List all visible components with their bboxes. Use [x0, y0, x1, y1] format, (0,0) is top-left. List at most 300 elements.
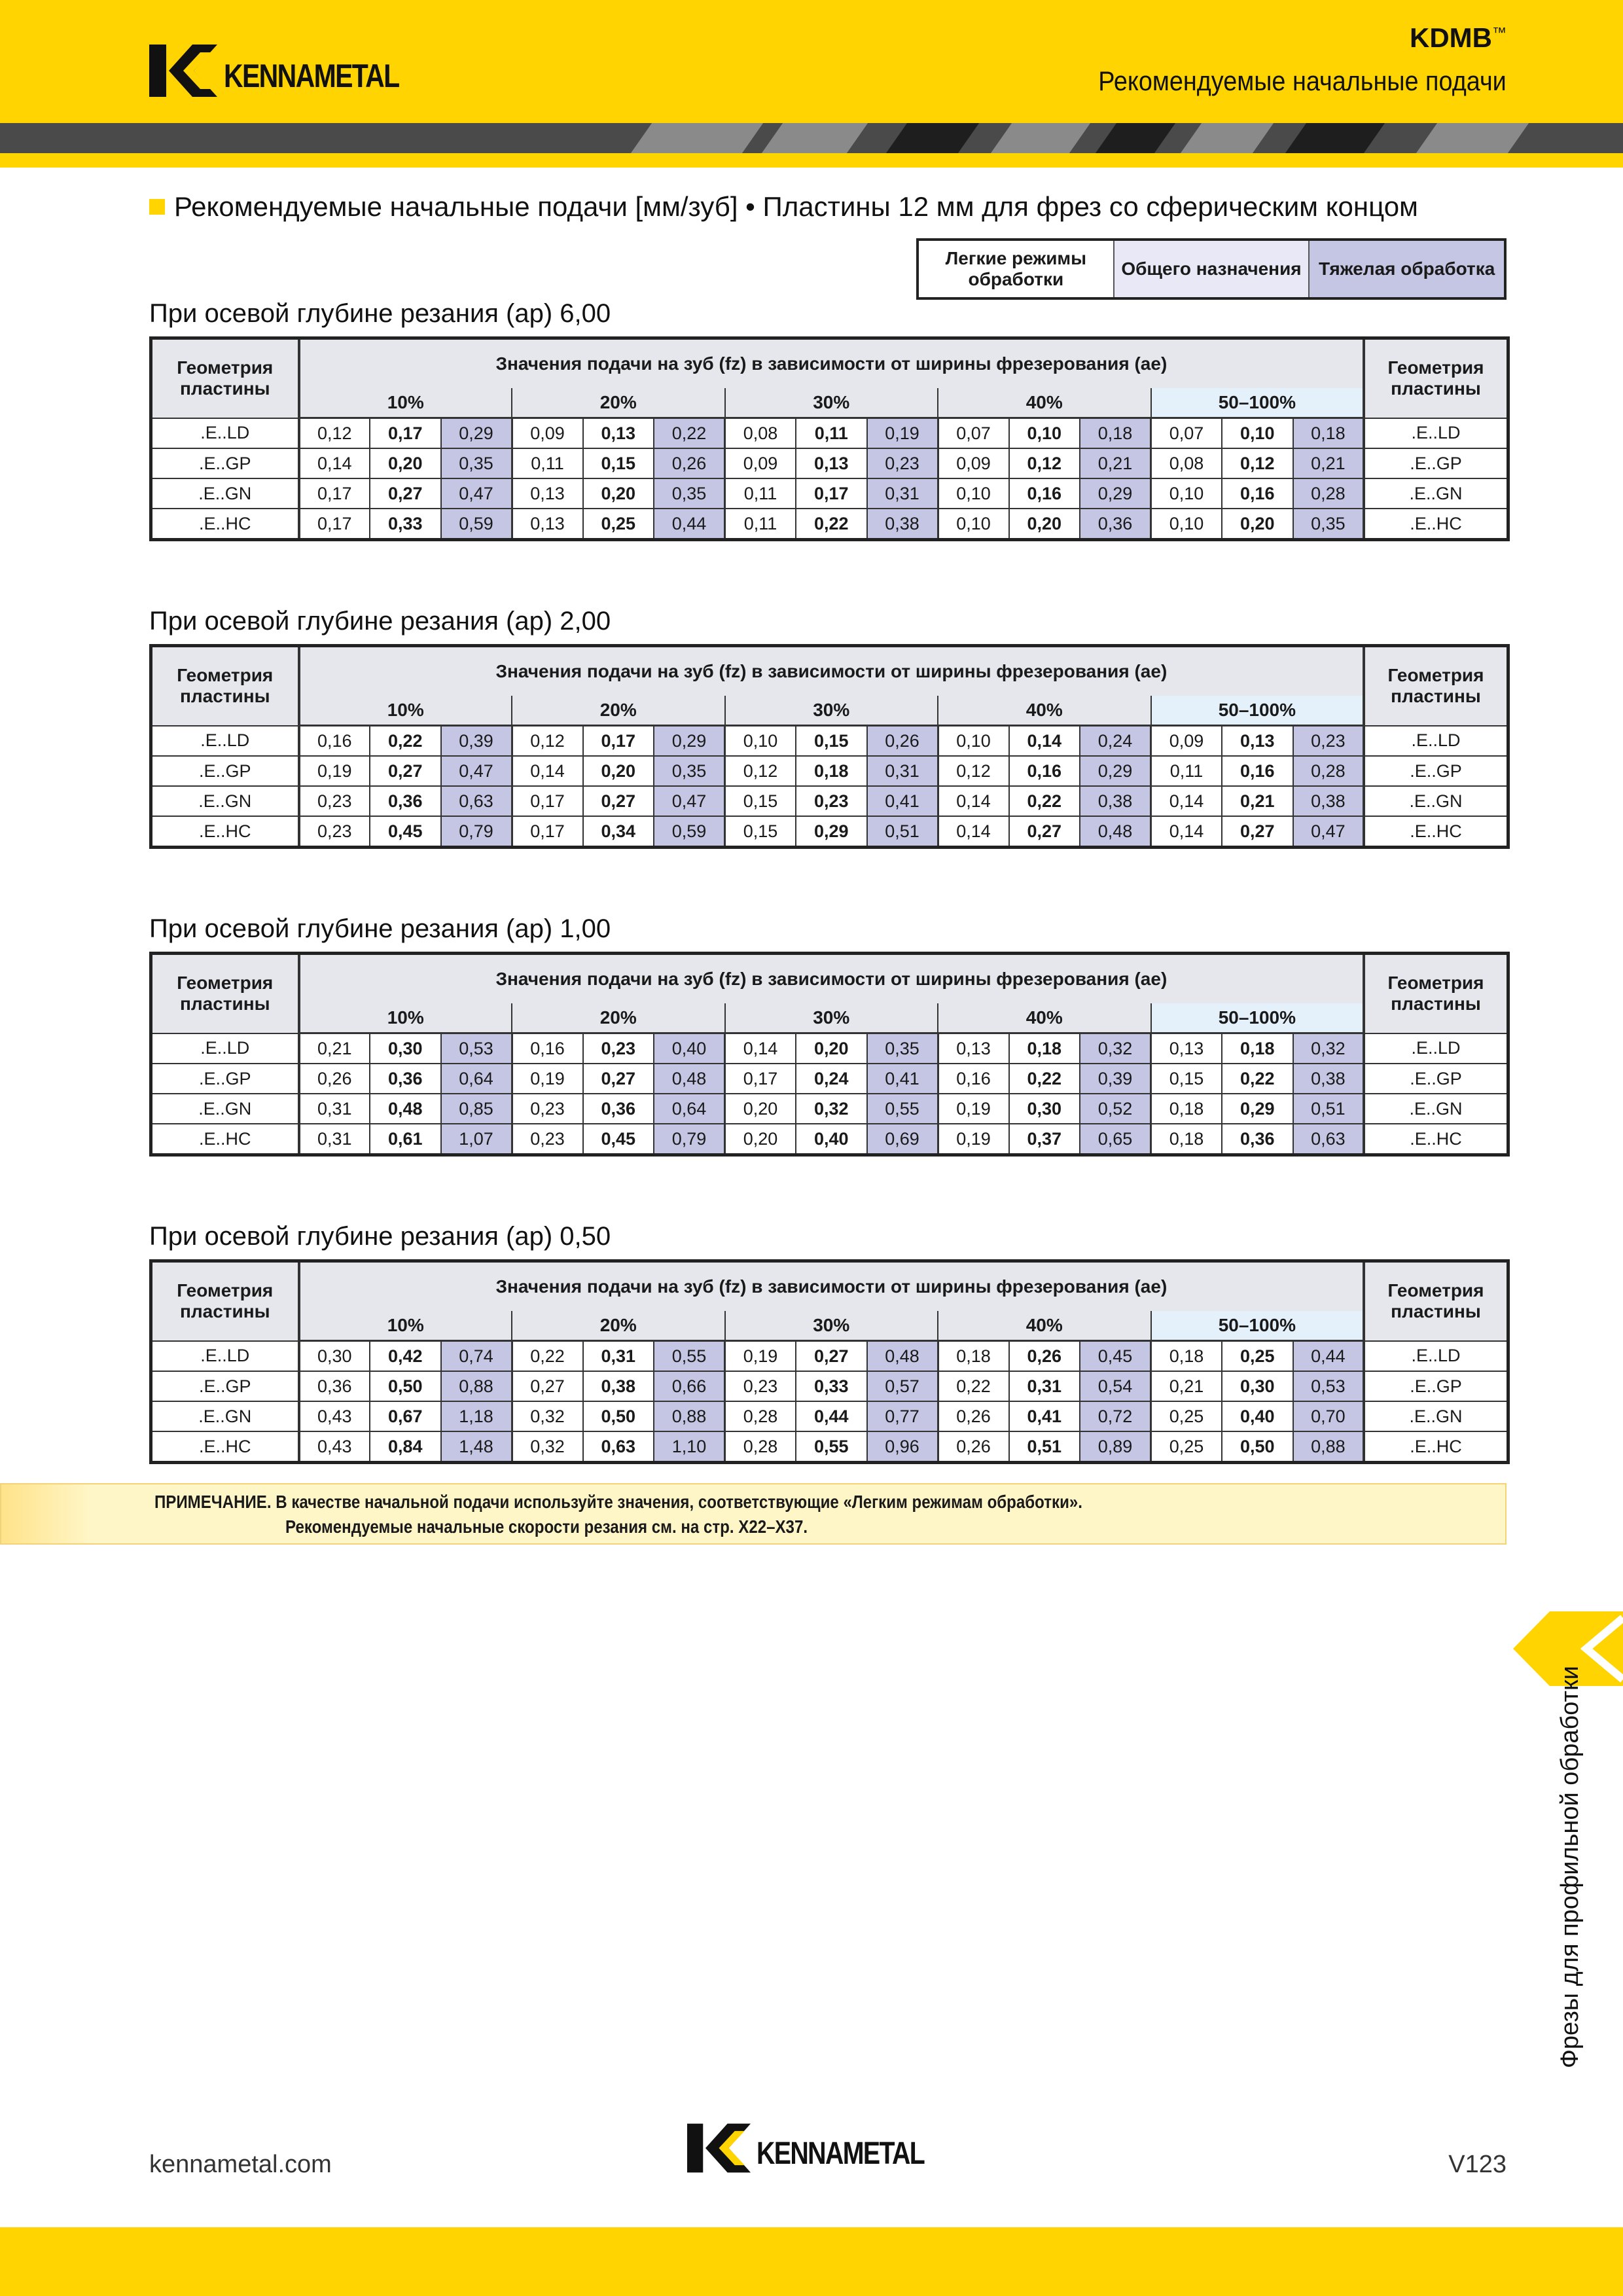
table-row [151, 509, 1508, 540]
feed-light: 0,23 [725, 1371, 796, 1401]
feed-general: 0,29 [1222, 1094, 1293, 1124]
feed-light: 0,10 [1151, 478, 1222, 509]
feed-light: 0,23 [299, 786, 370, 816]
table-row [151, 1341, 1508, 1372]
feed-general: 0,50 [370, 1371, 441, 1401]
feed-heavy: 1,18 [441, 1401, 512, 1431]
feed-general: 0,20 [583, 756, 654, 786]
geometry-cell-right: .E..LD [1364, 1341, 1508, 1372]
geometry-cell: .E..HC [151, 816, 299, 848]
feed-light: 0,10 [938, 726, 1009, 757]
feed-light: 0,28 [725, 1431, 796, 1463]
feed-heavy: 0,28 [1293, 478, 1364, 509]
feed-table [149, 644, 1510, 849]
feed-heavy: 0,38 [1293, 1064, 1364, 1094]
table-row [151, 726, 1508, 757]
trademark-mark: ™ [1492, 24, 1507, 41]
feed-heavy: 0,32 [1080, 1033, 1151, 1064]
feed-light: 0,30 [299, 1341, 370, 1372]
feed-heavy: 0,18 [1080, 418, 1151, 449]
feed-light: 0,14 [1151, 816, 1222, 848]
feed-light: 0,23 [512, 1094, 583, 1124]
geometry-cell: .E..LD [151, 1341, 299, 1372]
feed-heavy: 0,29 [654, 726, 725, 757]
feed-general: 0,25 [1222, 1341, 1293, 1372]
page-number: V123 [1448, 2151, 1507, 2178]
feed-heavy: 0,96 [867, 1431, 938, 1463]
geometry-cell: .E..GN [151, 1094, 299, 1124]
feed-light: 0,23 [512, 1124, 583, 1155]
feed-light: 0,13 [938, 1033, 1009, 1064]
feed-light: 0,17 [512, 786, 583, 816]
page-subtitle: Рекомендуемые начальные подачи [1098, 65, 1507, 96]
feed-heavy: 0,47 [654, 786, 725, 816]
table-row [151, 1094, 1508, 1124]
feed-heavy: 0,35 [654, 478, 725, 509]
feed-light: 0,43 [299, 1431, 370, 1463]
feed-general: 0,50 [1222, 1431, 1293, 1463]
feed-general: 0,33 [796, 1371, 867, 1401]
feed-light: 0,17 [512, 816, 583, 848]
legend-heavy: Тяжелая обработка [1308, 241, 1504, 297]
feed-heavy: 0,29 [1080, 478, 1151, 509]
feed-light: 0,43 [299, 1401, 370, 1431]
feed-heavy: 0,22 [654, 418, 725, 449]
feed-heavy: 0,35 [867, 1033, 938, 1064]
table-row [151, 786, 1508, 816]
feed-light: 0,07 [938, 418, 1009, 449]
geometry-cell-right: .E..LD [1364, 1033, 1508, 1064]
feed-general: 0,13 [583, 418, 654, 449]
feed-general: 0,22 [1222, 1064, 1293, 1094]
feed-general: 0,13 [1222, 726, 1293, 757]
geometry-cell-right: .E..GP [1364, 1064, 1508, 1094]
kennametal-k-icon [687, 2123, 760, 2173]
width-header: 50–100% [1151, 388, 1364, 418]
feed-light: 0,16 [299, 726, 370, 757]
table-row [151, 1371, 1508, 1401]
feed-light: 0,19 [938, 1124, 1009, 1155]
feed-heavy: 0,23 [867, 448, 938, 478]
feed-heavy: 0,41 [867, 786, 938, 816]
feed-light: 0,20 [725, 1124, 796, 1155]
feed-general: 0,34 [583, 816, 654, 848]
feed-light: 0,14 [1151, 786, 1222, 816]
geometry-cell: .E..GN [151, 1401, 299, 1431]
feed-light: 0,14 [938, 816, 1009, 848]
feed-header: Значения подачи на зуб (fz) в зависимости от ширины фрезерования (ae) [299, 954, 1364, 1004]
feed-heavy: 0,63 [1293, 1124, 1364, 1155]
feed-general: 0,27 [796, 1341, 867, 1372]
feed-heavy: 0,69 [867, 1124, 938, 1155]
feed-general: 0,51 [1009, 1431, 1080, 1463]
feed-general: 0,61 [370, 1124, 441, 1155]
note-line-2: Рекомендуемые начальные скорости резания см. на стр. X22–X37. [285, 1516, 808, 1537]
feed-general: 0,16 [1222, 478, 1293, 509]
feed-heavy: 0,55 [654, 1341, 725, 1372]
feed-general: 0,33 [370, 509, 441, 540]
feed-heavy: 0,48 [867, 1341, 938, 1372]
feed-light: 0,09 [725, 448, 796, 478]
feed-light: 0,28 [725, 1401, 796, 1431]
table-row [151, 418, 1508, 449]
feed-light: 0,26 [938, 1431, 1009, 1463]
feed-general: 0,18 [796, 756, 867, 786]
feed-heavy: 0,26 [867, 726, 938, 757]
feed-table [149, 1259, 1510, 1464]
feed-heavy: 0,45 [1080, 1341, 1151, 1372]
feed-light: 0,14 [725, 1033, 796, 1064]
feed-heavy: 0,52 [1080, 1094, 1151, 1124]
feed-heavy: 0,28 [1293, 756, 1364, 786]
width-header: 20% [512, 1311, 725, 1341]
table-row [151, 756, 1508, 786]
feed-light: 0,18 [938, 1341, 1009, 1372]
feed-general: 0,29 [796, 816, 867, 848]
width-header: 50–100% [1151, 696, 1364, 726]
feed-heavy: 0,35 [654, 756, 725, 786]
feed-light: 0,13 [1151, 1033, 1222, 1064]
feed-heavy: 0,57 [867, 1371, 938, 1401]
table-title: При осевой глубине резания (ap) 1,00 [149, 914, 611, 943]
feed-general: 0,30 [370, 1033, 441, 1064]
side-section-label: Фрезы для профильной обработки [1556, 1666, 1584, 2068]
footer-brand-name: KENNAMETAL [757, 2136, 925, 2171]
feed-heavy: 0,29 [1080, 756, 1151, 786]
feed-table-block [149, 912, 1507, 1157]
table-title: При осевой глубине резания (ap) 0,50 [149, 1222, 611, 1251]
feed-heavy: 0,66 [654, 1371, 725, 1401]
feed-general: 0,15 [583, 448, 654, 478]
feed-heavy: 0,38 [1080, 786, 1151, 816]
feed-heavy: 0,79 [441, 816, 512, 848]
feed-general: 0,37 [1009, 1124, 1080, 1155]
feed-heavy: 0,53 [441, 1033, 512, 1064]
feed-general: 0,26 [1009, 1341, 1080, 1372]
feed-heavy: 0,38 [867, 509, 938, 540]
feed-light: 0,10 [938, 478, 1009, 509]
width-header: 10% [299, 1311, 512, 1341]
geometry-cell-right: .E..HC [1364, 509, 1508, 540]
geometry-cell-right: .E..GP [1364, 756, 1508, 786]
feed-heavy: 0,53 [1293, 1371, 1364, 1401]
note-line-1: ПРИМЕЧАНИЕ. В качестве начальной подачи используйте значения, соответствующие «Легким режимам обработки». [154, 1492, 1082, 1512]
feed-light: 0,09 [938, 448, 1009, 478]
kennametal-logo [149, 45, 437, 97]
table-title: При осевой глубине резания (ap) 2,00 [149, 607, 611, 636]
feed-light: 0,11 [1151, 756, 1222, 786]
feed-general: 0,11 [796, 418, 867, 449]
feed-heavy: 0,21 [1293, 448, 1364, 478]
feed-general: 0,16 [1009, 478, 1080, 509]
feed-heavy: 0,44 [654, 509, 725, 540]
feed-light: 0,18 [1151, 1341, 1222, 1372]
feed-general: 0,14 [1009, 726, 1080, 757]
geometry-header-right: Геометрия пластины [1364, 338, 1508, 418]
geometry-cell-right: .E..GN [1364, 478, 1508, 509]
feed-light: 0,08 [725, 418, 796, 449]
feed-heavy: 0,48 [1080, 816, 1151, 848]
feed-general: 0,31 [583, 1341, 654, 1372]
geometry-cell: .E..HC [151, 509, 299, 540]
feed-general: 0,27 [1222, 816, 1293, 848]
feed-general: 0,17 [796, 478, 867, 509]
geometry-header: Геометрия пластины [151, 646, 299, 726]
feed-light: 0,09 [1151, 726, 1222, 757]
feed-light: 0,32 [512, 1401, 583, 1431]
feed-heavy: 0,51 [867, 816, 938, 848]
feed-general: 0,23 [796, 786, 867, 816]
geometry-cell: .E..LD [151, 1033, 299, 1064]
feed-light: 0,14 [299, 448, 370, 478]
width-header: 20% [512, 388, 725, 418]
feed-general: 0,15 [796, 726, 867, 757]
geometry-cell-right: .E..HC [1364, 816, 1508, 848]
feed-heavy: 0,65 [1080, 1124, 1151, 1155]
feed-general: 0,40 [796, 1124, 867, 1155]
feed-general: 0,30 [1222, 1371, 1293, 1401]
feed-heavy: 0,31 [867, 478, 938, 509]
feed-light: 0,32 [512, 1431, 583, 1463]
feed-light: 0,15 [725, 786, 796, 816]
width-header: 40% [938, 1003, 1151, 1033]
feed-heavy: 0,39 [1080, 1064, 1151, 1094]
feed-heavy: 0,44 [1293, 1341, 1364, 1372]
feed-light: 0,13 [512, 509, 583, 540]
feed-general: 0,10 [1009, 418, 1080, 449]
feed-general: 0,27 [583, 1064, 654, 1094]
feed-heavy: 0,31 [867, 756, 938, 786]
feed-heavy: 0,21 [1080, 448, 1151, 478]
table-title: При осевой глубине резания (ap) 6,00 [149, 299, 611, 328]
feed-light: 0,07 [1151, 418, 1222, 449]
width-header: 20% [512, 696, 725, 726]
feed-general: 0,16 [1009, 756, 1080, 786]
feed-general: 0,36 [370, 1064, 441, 1094]
feed-heavy: 0,40 [654, 1033, 725, 1064]
feed-general: 0,30 [1009, 1094, 1080, 1124]
feed-light: 0,11 [725, 509, 796, 540]
geometry-header: Геометрия пластины [151, 1261, 299, 1341]
feed-heavy: 1,07 [441, 1124, 512, 1155]
geometry-cell-right: .E..LD [1364, 726, 1508, 757]
feed-light: 0,08 [1151, 448, 1222, 478]
geometry-cell: .E..GP [151, 1064, 299, 1094]
note-box [0, 1483, 1507, 1545]
table-row [151, 478, 1508, 509]
square-bullet-icon [149, 199, 165, 215]
feed-heavy: 0,88 [654, 1401, 725, 1431]
feed-heavy: 0,64 [654, 1094, 725, 1124]
feed-heavy: 0,23 [1293, 726, 1364, 757]
feed-general: 0,16 [1222, 756, 1293, 786]
feed-light: 0,31 [299, 1124, 370, 1155]
feed-heavy: 0,48 [654, 1064, 725, 1094]
feed-general: 0,22 [1009, 1064, 1080, 1094]
feed-heavy: 0,41 [867, 1064, 938, 1094]
feed-light: 0,10 [1151, 509, 1222, 540]
feed-general: 0,63 [583, 1431, 654, 1463]
footer-band [0, 2227, 1623, 2296]
width-header: 30% [725, 696, 938, 726]
feed-heavy: 0,47 [441, 478, 512, 509]
width-header: 40% [938, 388, 1151, 418]
feed-table-block [149, 605, 1507, 849]
geometry-cell: .E..GP [151, 1371, 299, 1401]
feed-general: 0,31 [1009, 1371, 1080, 1401]
feed-general: 0,22 [370, 726, 441, 757]
feed-light: 0,11 [725, 478, 796, 509]
feed-light: 0,25 [1151, 1431, 1222, 1463]
feed-general: 0,17 [583, 726, 654, 757]
feed-general: 0,45 [583, 1124, 654, 1155]
feed-general: 0,36 [1222, 1124, 1293, 1155]
feed-general: 0,27 [370, 478, 441, 509]
feed-general: 0,17 [370, 418, 441, 449]
table-row [151, 448, 1508, 478]
feed-heavy: 0,72 [1080, 1401, 1151, 1431]
feed-light: 0,15 [725, 816, 796, 848]
feed-heavy: 0,70 [1293, 1401, 1364, 1431]
width-header: 10% [299, 1003, 512, 1033]
feed-light: 0,14 [512, 756, 583, 786]
feed-light: 0,14 [938, 786, 1009, 816]
geometry-header-right: Геометрия пластины [1364, 646, 1508, 726]
feed-general: 0,12 [1009, 448, 1080, 478]
width-header: 50–100% [1151, 1311, 1364, 1341]
feed-general: 0,67 [370, 1401, 441, 1431]
feed-light: 0,09 [512, 418, 583, 449]
feed-light: 0,22 [938, 1371, 1009, 1401]
table-row [151, 1401, 1508, 1431]
feed-general: 0,27 [583, 786, 654, 816]
feed-general: 0,84 [370, 1431, 441, 1463]
feed-heavy: 0,63 [441, 786, 512, 816]
feed-heavy: 0,88 [1293, 1431, 1364, 1463]
feed-light: 0,21 [299, 1033, 370, 1064]
feed-light: 0,10 [725, 726, 796, 757]
feed-general: 0,18 [1222, 1033, 1293, 1064]
feed-heavy: 0,36 [1080, 509, 1151, 540]
feed-light: 0,12 [938, 756, 1009, 786]
feed-general: 0,18 [1009, 1033, 1080, 1064]
feed-header: Значения подачи на зуб (fz) в зависимости от ширины фрезерования (ae) [299, 646, 1364, 696]
geometry-header: Геометрия пластины [151, 338, 299, 418]
geometry-cell: .E..HC [151, 1431, 299, 1463]
width-header: 40% [938, 696, 1151, 726]
table-row [151, 816, 1508, 848]
feed-light: 0,26 [938, 1401, 1009, 1431]
width-header: 30% [725, 388, 938, 418]
section-title-text: Рекомендуемые начальные подачи [мм/зуб] • Пластины 12 мм для фрез со сферическим концом [174, 191, 1418, 222]
feed-general: 0,22 [796, 509, 867, 540]
feed-light: 0,12 [299, 418, 370, 449]
feed-general: 0,27 [1009, 816, 1080, 848]
feed-general: 0,23 [583, 1033, 654, 1064]
feed-heavy: 0,85 [441, 1094, 512, 1124]
geometry-cell-right: .E..GN [1364, 1094, 1508, 1124]
feed-heavy: 0,32 [1293, 1033, 1364, 1064]
feed-heavy: 0,51 [1293, 1094, 1364, 1124]
feed-general: 0,13 [796, 448, 867, 478]
product-name: KDMB [1410, 22, 1492, 53]
geometry-header: Геометрия пластины [151, 954, 299, 1033]
feed-light: 0,21 [1151, 1371, 1222, 1401]
geometry-cell-right: .E..GN [1364, 786, 1508, 816]
feed-general: 0,50 [583, 1401, 654, 1431]
feed-light: 0,19 [938, 1094, 1009, 1124]
feed-light: 0,26 [299, 1064, 370, 1094]
feed-light: 0,10 [938, 509, 1009, 540]
width-header: 50–100% [1151, 1003, 1364, 1033]
feed-general: 0,38 [583, 1371, 654, 1401]
geometry-cell-right: .E..HC [1364, 1124, 1508, 1155]
feed-light: 0,19 [725, 1341, 796, 1372]
feed-general: 0,40 [1222, 1401, 1293, 1431]
feed-heavy: 0,47 [1293, 816, 1364, 848]
feed-light: 0,22 [512, 1341, 583, 1372]
header-stripe-gap [0, 153, 1623, 168]
feed-heavy: 0,47 [441, 756, 512, 786]
feed-general: 0,32 [796, 1094, 867, 1124]
footer-kennametal-logo [687, 2123, 961, 2173]
footer-url[interactable]: kennametal.com [149, 2151, 332, 2178]
feed-table [149, 336, 1510, 541]
width-header: 20% [512, 1003, 725, 1033]
geometry-cell-right: .E..GP [1364, 1371, 1508, 1401]
feed-light: 0,20 [725, 1094, 796, 1124]
feed-light: 0,11 [512, 448, 583, 478]
geometry-cell-right: .E..HC [1364, 1431, 1508, 1463]
geometry-cell-right: .E..LD [1364, 418, 1508, 449]
feed-heavy: 0,29 [441, 418, 512, 449]
feed-general: 0,45 [370, 816, 441, 848]
feed-general: 0,20 [370, 448, 441, 478]
feed-heavy: 0,26 [654, 448, 725, 478]
feed-light: 0,23 [299, 816, 370, 848]
width-header: 10% [299, 696, 512, 726]
feed-light: 0,19 [299, 756, 370, 786]
feed-general: 0,20 [796, 1033, 867, 1064]
feed-heavy: 0,88 [441, 1371, 512, 1401]
feed-light: 0,18 [1151, 1124, 1222, 1155]
feed-table-block [149, 1220, 1507, 1464]
feed-heavy: 0,89 [1080, 1431, 1151, 1463]
feed-heavy: 0,77 [867, 1401, 938, 1431]
header-stripe [0, 123, 1623, 153]
feed-header: Значения подачи на зуб (fz) в зависимости от ширины фрезерования (ae) [299, 1261, 1364, 1312]
feed-general: 0,24 [796, 1064, 867, 1094]
geometry-cell: .E..LD [151, 418, 299, 449]
feed-general: 0,55 [796, 1431, 867, 1463]
feed-general: 0,12 [1222, 448, 1293, 478]
feed-table [149, 952, 1510, 1157]
feed-general: 0,27 [370, 756, 441, 786]
brand-name: KENNAMETAL [224, 58, 399, 94]
feed-light: 0,25 [1151, 1401, 1222, 1431]
feed-heavy: 0,35 [1293, 509, 1364, 540]
geometry-header-right: Геометрия пластины [1364, 954, 1508, 1033]
feed-general: 0,42 [370, 1341, 441, 1372]
feed-heavy: 0,55 [867, 1094, 938, 1124]
feed-general: 0,22 [1009, 786, 1080, 816]
geometry-cell: .E..GN [151, 478, 299, 509]
feed-light: 0,15 [1151, 1064, 1222, 1094]
feed-heavy: 0,79 [654, 1124, 725, 1155]
legend-light: Легкие режимы обработки [919, 241, 1113, 297]
feed-light: 0,16 [512, 1033, 583, 1064]
feed-general: 0,36 [583, 1094, 654, 1124]
